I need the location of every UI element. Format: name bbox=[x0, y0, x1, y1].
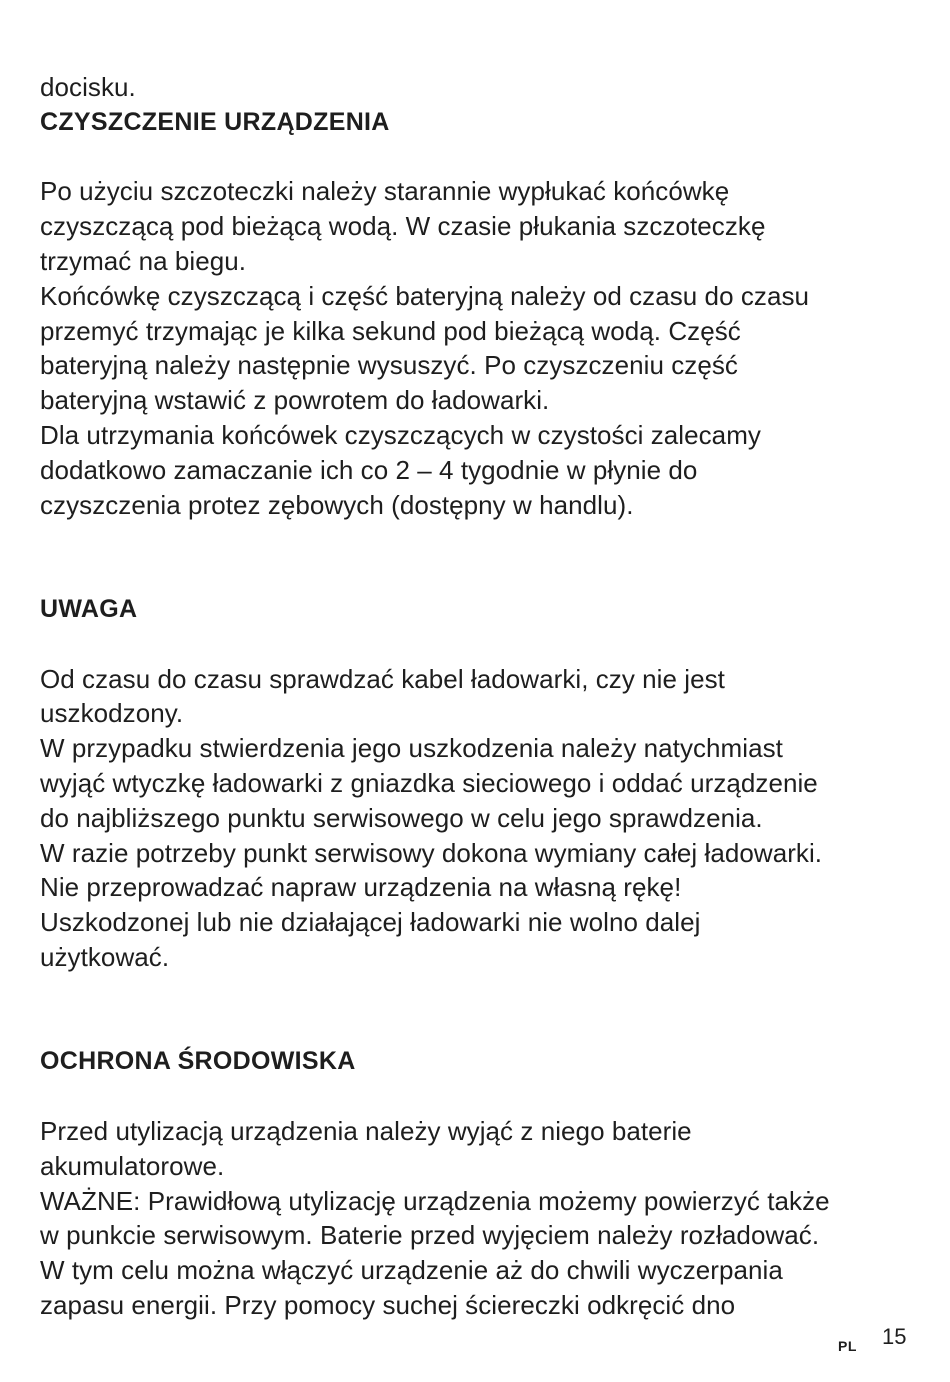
body-text-line: Uszkodzonej lub nie działającej ładowarki nie wolno dalej bbox=[40, 907, 701, 938]
body-text-line: Nie przeprowadzać napraw urządzenia na własną rękę! bbox=[40, 872, 682, 903]
section-body-cleaning bbox=[40, 174, 920, 522]
body-text-line: w punkcie serwisowym. Baterie przed wyjęciem należy rozładować. bbox=[40, 1220, 820, 1251]
body-text-line: W tym celu można włączyć urządzenie aż do chwili wyczerpania bbox=[40, 1255, 783, 1286]
spacer bbox=[40, 140, 920, 175]
body-text-line: bateryjną należy następnie wysuszyć. Po czyszczeniu część bbox=[40, 350, 738, 381]
body-text-line: czyszczącą pod bieżącą wodą. W czasie płukania szczoteczkę bbox=[40, 211, 766, 242]
section-body-environment bbox=[40, 1114, 920, 1323]
section-heading-environment: OCHRONA ŚRODOWISKA bbox=[40, 1047, 356, 1076]
body-text-line: dodatkowo zamaczanie ich co 2 – 4 tygodnie w płynie do bbox=[40, 454, 698, 485]
body-text-line: trzymać na biegu. bbox=[40, 245, 247, 276]
body-text-line: akumulatorowe. bbox=[40, 1150, 225, 1181]
body-text-line: Dla utrzymania końcówek czyszczących w czystości zalecamy bbox=[40, 419, 761, 450]
language-code: PL bbox=[838, 1338, 857, 1354]
spacer bbox=[40, 627, 920, 662]
body-text-line: Po użyciu szczoteczki należy starannie wypłukać końcówkę bbox=[40, 176, 730, 207]
body-text-line: przemyć trzymając je kilka sekund pod bieżącą wodą. Część bbox=[40, 315, 741, 346]
body-text-line: użytkować. bbox=[40, 941, 170, 972]
body-text-line: Końcówkę czyszczącą i część bateryjną należy od czasu do czasu bbox=[40, 280, 810, 311]
body-text-line: czyszczenia protez zębowych (dostępny w handlu). bbox=[40, 489, 634, 520]
body-text-line: bateryjną wstawić z powrotem do ładowarki. bbox=[40, 385, 550, 416]
page-number: 15 bbox=[882, 1324, 907, 1349]
section-heading-cleaning: CZYSZCZENIE URZĄDZENIA bbox=[40, 107, 390, 136]
body-text-line: do najbliższego punktu serwisowego w celu jego sprawdzenia. bbox=[40, 802, 763, 833]
body-text-line: WAŻNE: Prawidłową utylizację urządzenia możemy powierzyć także bbox=[40, 1185, 830, 1216]
body-text-line: W przypadku stwierdzenia jego uszkodzenia należy natychmiast bbox=[40, 733, 783, 764]
body-text-line: Od czasu do czasu sprawdzać kabel ładowarki, czy nie jest bbox=[40, 663, 725, 694]
section-body-warning bbox=[40, 662, 920, 975]
section-heading-warning: UWAGA bbox=[40, 594, 138, 623]
body-text-line: Przed utylizacją urządzenia należy wyjąć z niego baterie bbox=[40, 1115, 692, 1146]
body-text-line: W razie potrzeby punkt serwisowy dokona wymiany całej ładowarki. bbox=[40, 837, 823, 868]
body-text-line: zapasu energii. Przy pomocy suchej ściereczki odkręcić dno bbox=[40, 1289, 736, 1320]
body-text-line: uszkodzony. bbox=[40, 698, 184, 729]
spacer bbox=[40, 1079, 920, 1114]
document-page bbox=[40, 70, 920, 1323]
body-text-line: docisku. bbox=[40, 72, 136, 102]
spacer bbox=[40, 522, 920, 592]
body-text-line: wyjąć wtyczkę ładowarki z gniazdka sieciowego i oddać urządzenie bbox=[40, 767, 818, 798]
spacer bbox=[40, 975, 920, 1045]
